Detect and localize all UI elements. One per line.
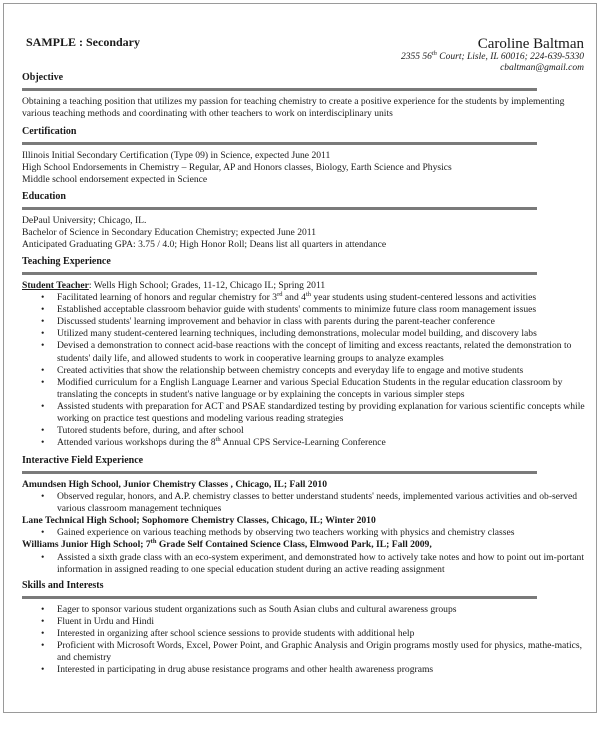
bullet-item xyxy=(57,425,588,437)
bullet-item xyxy=(57,491,588,515)
bullet-item xyxy=(57,401,588,425)
text-line: Illinois Initial Secondary Certification (Type 09) in Science, expected June 2011 xyxy=(22,150,331,161)
field-entry-title xyxy=(22,539,588,551)
bullet-item xyxy=(57,664,588,676)
contact-email[interactable]: cbaltman@gmail.com xyxy=(500,63,584,73)
bullet-item xyxy=(57,437,588,449)
section-heading: Interactive Field Experience xyxy=(22,455,144,466)
teaching-section xyxy=(22,256,588,449)
text-line: Bachelor of Science in Secondary Education Chemistry; expected June 2011 xyxy=(22,227,317,239)
text-segment: Discussed students' learning improvement and behavior in class with parents during the parent-teacher conference xyxy=(57,316,495,328)
text-segment: Assisted students with preparation for ACT and PSAE standardized testing by providing explanation for various scientific concepts while working on practice test questions and modeling various reading strategies xyxy=(57,400,585,425)
text-segment: Attended various workshops during the 8 xyxy=(57,437,216,449)
bullet-item xyxy=(57,304,588,316)
text-segment: Annual CPS Service-Learning Conference xyxy=(220,437,386,449)
text-segment: Interested in participating in drug abuse resistance programs and other health awareness programs xyxy=(57,664,434,676)
text-segment: Gained experience on various teaching methods by observing two teachers working with physics and chemistry classes xyxy=(57,527,515,539)
text-segment: Court; Lisle, IL 60016; 224-639-5330 xyxy=(436,52,584,62)
section-divider xyxy=(22,207,537,210)
text-segment: Facilitated learning of honors and regular chemistry for 3 xyxy=(57,292,278,304)
text-segment: Williams Junior High School; 7 xyxy=(22,539,151,551)
text-segment: Created activities that show the relationship between chemistry concepts and everyday life to engage and motive students xyxy=(57,364,524,376)
skills-section xyxy=(22,580,588,677)
section-heading: Certification xyxy=(22,126,77,137)
section-heading: Education xyxy=(22,191,66,202)
bullet-item xyxy=(57,628,588,640)
bullet-item xyxy=(57,365,588,377)
text-segment: Observed regular, honors, and A.P. chemistry classes to better understand students' needs, implemented various activities and ob-served various classroom management techniques xyxy=(57,491,578,515)
role-detail: : Wells High School; Grades, 11-12, Chicago IL; Spring 2011 xyxy=(88,280,326,291)
objective-text: Obtaining a teaching position that utilizes my passion for teaching chemistry to create a positive experience for the students by implementing various teaching methods and coordinating with other teachers to work on interdisciplinary units xyxy=(22,96,565,120)
bullet-item xyxy=(57,316,588,328)
field-entry-bullets xyxy=(22,527,588,539)
bullet-item xyxy=(57,328,588,340)
text-line: High School Endorsements in Chemistry – Regular, AP and Honors classes, Biology, Earth Science and Physics xyxy=(22,162,452,174)
section-divider xyxy=(22,471,537,474)
text-segment: Tutored students before, during, and after school xyxy=(57,425,244,437)
section-heading: Skills and Interests xyxy=(22,580,104,591)
bullet-item xyxy=(57,527,588,539)
text-segment: Amundsen High School, Junior Chemistry Classes , Chicago, IL; Fall 2010 xyxy=(22,479,327,490)
text-segment: Grade Self Contained Science Class, Elmwood Park, IL; Fall 2009, xyxy=(156,539,432,551)
text-segment: 2355 56 xyxy=(400,52,432,62)
section-heading: Objective xyxy=(22,72,64,83)
text-line: DePaul University; Chicago, IL. xyxy=(22,215,147,226)
certification-section xyxy=(22,126,588,186)
section-divider xyxy=(22,272,537,275)
superscript: th xyxy=(150,538,157,546)
bullet-item xyxy=(57,552,588,576)
education-section xyxy=(22,191,588,251)
text-segment: and 4 xyxy=(282,292,306,304)
bullet-item xyxy=(57,340,588,364)
role-label: Student Teacher xyxy=(22,280,89,291)
superscript: th xyxy=(215,436,221,444)
section-divider xyxy=(22,596,537,599)
field-entry-bullets xyxy=(22,552,588,576)
candidate-name: Caroline Baltman xyxy=(477,36,584,52)
bullet-item xyxy=(57,640,588,664)
bullet-item xyxy=(57,292,588,304)
text-segment: Lane Technical High School; Sophomore Chemistry Classes, Chicago, IL; Winter 2010 xyxy=(22,515,376,527)
text-segment: Utilized many student-centered learning techniques, including demonstrations, molecular model building, and discovery labs xyxy=(57,328,537,340)
objective-section xyxy=(22,72,588,120)
text-segment: Interested in organizing after school science sessions to provide students with additional help xyxy=(57,628,415,640)
contact-address xyxy=(401,52,584,62)
text-segment: Modified curriculum for a English Language Learner and various Special Education Students in the regular education classroom by translating the concepts in student's native language or by explaining the concepts in various simpler steps xyxy=(57,376,563,400)
bullet-item xyxy=(57,604,588,616)
document-title: SAMPLE : Secondary xyxy=(26,35,140,49)
superscript: th xyxy=(305,291,311,299)
section-divider xyxy=(22,142,537,145)
resume-page xyxy=(3,3,597,713)
section-divider xyxy=(22,88,537,91)
text-segment: Eager to sponsor various student organizations such as South Asian clubs and cultural awareness groups xyxy=(57,604,457,615)
text-segment: Assisted a sixth grade class with an eco-system experiment, and demonstrated how to actively take notes and how to point out im-portant information in assigned reading to one special education student during an active reading assignment xyxy=(57,551,585,575)
text-segment: year students using student-centered lessons and activities xyxy=(311,292,537,304)
field-entry-bullets xyxy=(22,491,588,515)
text-segment: Devised a demonstration to connect acid-base reactions with the concept of limiting and excess reactants, related the demonstration to students' daily life, and allowed students to work in cooperative learning groups to analyze examples xyxy=(57,340,572,364)
text-line: Anticipated Graduating GPA: 3.75 / 4.0; High Honor Roll; Deans list all quarters in attendance xyxy=(22,239,387,251)
field-experience-section xyxy=(22,455,588,576)
text-segment: Proficient with Microsoft Words, Excel, Power Point, and Graphic Analysis and Origin programs mostly used for physics, mathe-matics, and chemistry xyxy=(57,640,583,664)
superscript: rd xyxy=(277,291,283,299)
section-heading: Teaching Experience xyxy=(22,256,111,267)
bullet-item xyxy=(57,616,588,628)
text-line: Middle school endorsement expected in Science xyxy=(22,174,208,186)
text-segment: Established acceptable classroom behavior guide with students' comments to minimize future class room management issues xyxy=(57,304,537,316)
text-segment: Fluent in Urdu and Hindi xyxy=(57,616,154,628)
superscript: th xyxy=(431,50,437,57)
field-entry-title xyxy=(22,479,588,491)
field-entry-title xyxy=(22,515,588,527)
bullet-item xyxy=(57,377,588,401)
